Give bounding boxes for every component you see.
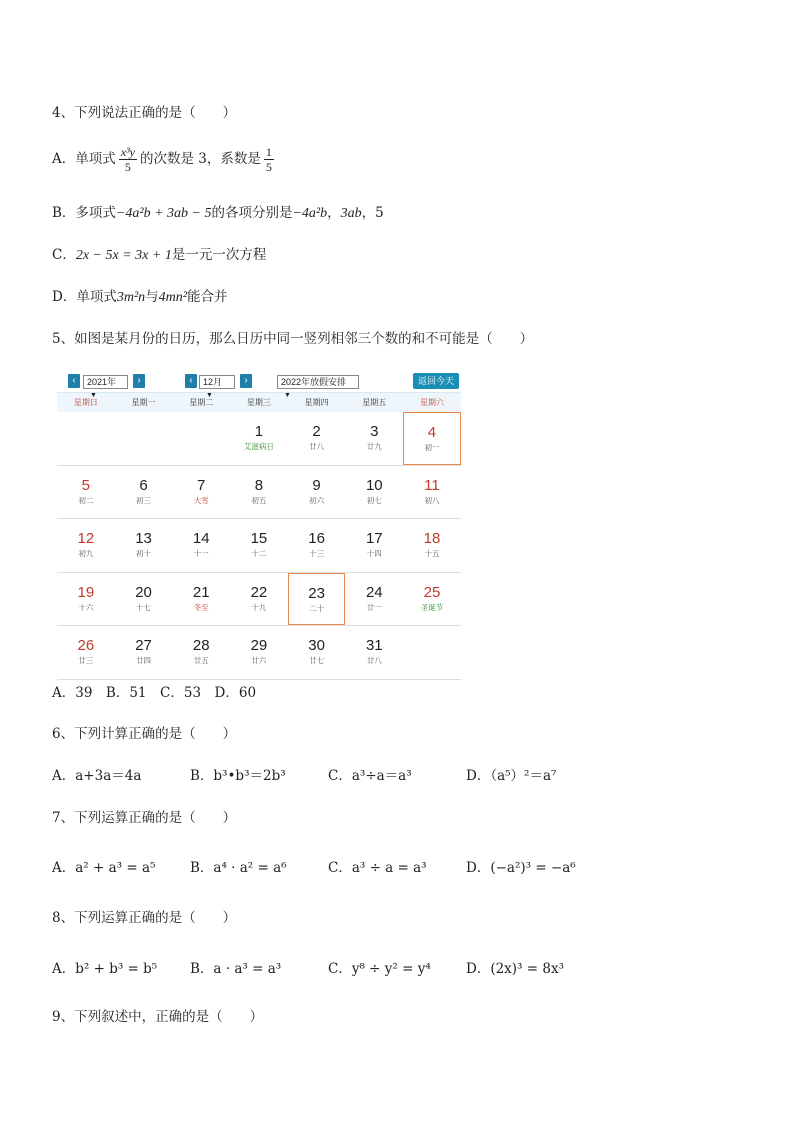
lunar-label: 廿九 [366,442,382,451]
day-number: 9 [312,476,321,494]
calendar-empty-cell [57,412,115,465]
calendar-week-row [57,626,461,680]
calendar-grid [57,412,461,680]
weekday-1: 星期一 [131,398,156,407]
lunar-label: 廿七 [309,656,325,665]
lunar-label: 廿四 [136,656,152,665]
lunar-label: 十七 [136,602,152,612]
q4-option-a [52,145,277,174]
holiday-select[interactable]: 2022年放假安排▼ [277,375,359,389]
q8-option-a: A．b² + b³ = b⁵ [52,961,158,977]
lunar-label: 艾滋病日 [243,442,274,451]
calendar-day-6[interactable] [115,466,173,519]
calendar-week-row [57,466,461,520]
lunar-label: 十五 [424,549,440,558]
q4-stem: 4、下列说法正确的是（ ） [52,105,237,121]
day-number: 6 [139,476,148,494]
day-number: 29 [250,637,268,654]
day-number: 4 [427,424,437,441]
calendar-empty-cell [115,412,173,465]
calendar-day-16[interactable] [288,519,346,572]
calendar-widget [57,372,461,680]
day-number: 30 [308,637,325,654]
lunar-label: 圣诞节 [420,602,444,612]
day-number: 5 [81,476,91,494]
calendar-day-17[interactable] [345,519,403,572]
day-number: 26 [77,637,95,654]
lunar-label: 廿八 [366,656,382,665]
calendar-day-27[interactable] [115,626,173,679]
lunar-label: 二十 [309,603,325,613]
day-number: 12 [77,530,95,547]
year-select[interactable]: 2021年▼ [83,375,128,389]
q8-option-d: D．(2x)³ = 8x³ [466,961,564,977]
calendar-empty-cell [172,412,230,465]
weekday-2: 星期二 [189,398,214,407]
q6-option-d: D．（a⁵）²＝a⁷ [466,768,557,784]
q6-option-a: A．a+3a＝4a [52,768,142,784]
calendar-day-9[interactable] [288,466,346,519]
day-number: 16 [308,530,325,547]
q7-stem: 7、下列运算正确的是（ ） [52,810,237,826]
calendar-day-26[interactable] [57,626,115,679]
q4-a-mid: 的次数是 3，系数是 [140,151,261,167]
q7-option-d: D．(−a²)³ = −a⁶ [466,860,576,876]
q7-option-b: B．a⁴ · a² = a⁶ [190,860,287,876]
weekday-0: 星期日 [73,398,98,407]
day-number: 10 [365,476,383,494]
day-number: 28 [192,637,210,654]
chevron-down-icon: ▼ [90,392,97,399]
calendar-day-28[interactable] [172,626,230,679]
q8-stem: 8、下列运算正确的是（ ） [52,910,237,926]
q4-b-expr: −4a²b + 3ab − 5 [115,206,212,221]
q5-options: A．39 B．51 C．53 D．60 [52,685,257,701]
calendar-day-31[interactable] [345,626,403,679]
weekday-header [57,392,461,412]
lunar-label: 廿六 [251,656,267,665]
prev-year-button[interactable]: ‹ [68,374,80,388]
q7-option-c: C．a³ ÷ a = a³ [328,860,427,876]
day-number: 31 [365,637,383,654]
day-number: 8 [254,476,264,494]
calendar-day-15[interactable] [230,519,288,572]
q4-option-d: D．单项式3m²n与4mn²能合并 [52,289,228,305]
day-number: 15 [250,530,268,547]
lunar-label: 初一 [424,443,440,452]
day-number: 24 [365,583,383,601]
q7-option-a: A．a² + a³ = a⁵ [52,860,156,876]
lunar-label: 十四 [366,549,382,558]
lunar-label: 十二 [251,549,267,558]
lunar-label: 初八 [424,495,440,505]
lunar-label: 廿一 [366,602,382,612]
calendar-day-30[interactable] [288,626,346,679]
q6-option-c: C．a³÷a＝a³ [328,768,412,784]
day-number: 7 [197,476,206,494]
lunar-label: 十三 [309,549,325,558]
day-number: 2 [312,423,321,440]
q9-stem: 9、下列叙述中，正确的是（ ） [52,1009,264,1025]
calendar-week-row [57,412,461,466]
day-number: 23 [308,584,325,602]
q8-option-b: B．a · a³ = a³ [190,961,282,977]
lunar-label: 廿五 [193,656,209,665]
q6-options [52,764,556,784]
calendar-day-4[interactable] [403,412,461,465]
weekday-3: 星期三 [246,398,271,407]
lunar-label: 初二 [78,495,94,505]
calendar-day-29[interactable] [230,626,288,679]
day-number: 17 [365,530,383,547]
q4-a-fraction: $\frac{\text{x³y}}{5}$ [120,145,135,174]
day-number: 11 [424,476,440,494]
lunar-label: 廿八 [309,442,325,451]
calendar-day-12[interactable] [57,519,115,572]
q4-option-b: B．多项式−4a²b + 3ab − 5的各项分别是−4a²b，3ab，5 [52,205,384,221]
q7-options [52,856,576,876]
q8-option-c: C．y⁸ ÷ y² = y⁴ [328,961,431,977]
lunar-label: 廿三 [78,656,94,665]
day-number: 3 [370,423,379,440]
calendar-day-24[interactable] [345,573,403,626]
q4-option-c: C．2x − 5x = 3x + 1是一元一次方程 [52,247,267,263]
day-number: 25 [423,583,441,601]
calendar-toolbar [57,372,461,399]
day-number: 22 [250,583,268,601]
next-year-button[interactable]: › [133,374,145,388]
day-number: 18 [423,530,441,547]
q5-stem: 5、如图是某月份的日历，那么日历中同一竖列相邻三个数的和不可能是（ ） [52,331,534,347]
q8-options [52,957,564,977]
calendar-day-23[interactable] [288,573,346,626]
lunar-label: 十一 [193,549,209,558]
q6-stem: 6、下列计算正确的是（ ） [52,726,237,742]
weekday-5: 星期五 [362,398,387,407]
q6-option-b: B．b³•b³＝2b³ [190,768,286,784]
q4-a-coef-fraction: $\frac{1}{5}$ [265,145,272,174]
lunar-label: 初五 [251,495,267,505]
lunar-label: 十六 [78,602,94,612]
calendar-day-1[interactable] [230,412,288,465]
calendar-day-25[interactable] [403,573,461,626]
prev-month-button[interactable]: ‹ [185,374,197,388]
lunar-label: 冬至 [193,602,209,612]
lunar-label: 大雪 [193,495,209,505]
day-number: 20 [135,583,152,601]
back-to-today-button[interactable]: 返回今天 [413,373,459,389]
lunar-label: 初三 [136,495,152,505]
q4-a-prefix: A．单项式 [52,151,116,167]
calendar-day-3[interactable] [345,412,403,465]
calendar-week-row [57,573,461,627]
calendar-day-11[interactable] [403,466,461,519]
lunar-label: 初十 [136,549,152,558]
day-number: 21 [192,583,210,601]
chevron-down-icon: ▼ [206,392,213,399]
lunar-label: 初九 [78,549,94,558]
day-number: 27 [135,637,152,654]
calendar-day-22[interactable] [230,573,288,626]
calendar-day-2[interactable] [288,412,346,465]
calendar-empty-cell [403,626,461,679]
next-month-button[interactable]: › [240,374,252,388]
chevron-down-icon: ▼ [284,392,291,399]
day-number: 14 [192,530,210,547]
month-select[interactable]: 12月▼ [199,375,235,389]
weekday-4: 星期四 [304,398,329,407]
day-number: 13 [135,530,152,547]
day-number: 1 [254,423,264,440]
calendar-day-21[interactable] [172,573,230,626]
lunar-label: 初六 [309,495,325,505]
calendar-day-19[interactable] [57,573,115,626]
q4-c-expr: 2x − 5x = 3x + 1 [75,248,172,263]
calendar-day-5[interactable] [57,466,115,519]
calendar-day-13[interactable] [115,519,173,572]
calendar-week-row [57,519,461,573]
calendar-day-7[interactable] [172,466,230,519]
day-number: 19 [77,583,95,601]
calendar-day-18[interactable] [403,519,461,572]
weekday-6: 星期六 [419,398,444,407]
lunar-label: 十九 [251,602,267,612]
calendar-day-8[interactable] [230,466,288,519]
calendar-day-14[interactable] [172,519,230,572]
calendar-day-20[interactable] [115,573,173,626]
calendar-day-10[interactable] [345,466,403,519]
lunar-label: 初七 [366,495,382,505]
